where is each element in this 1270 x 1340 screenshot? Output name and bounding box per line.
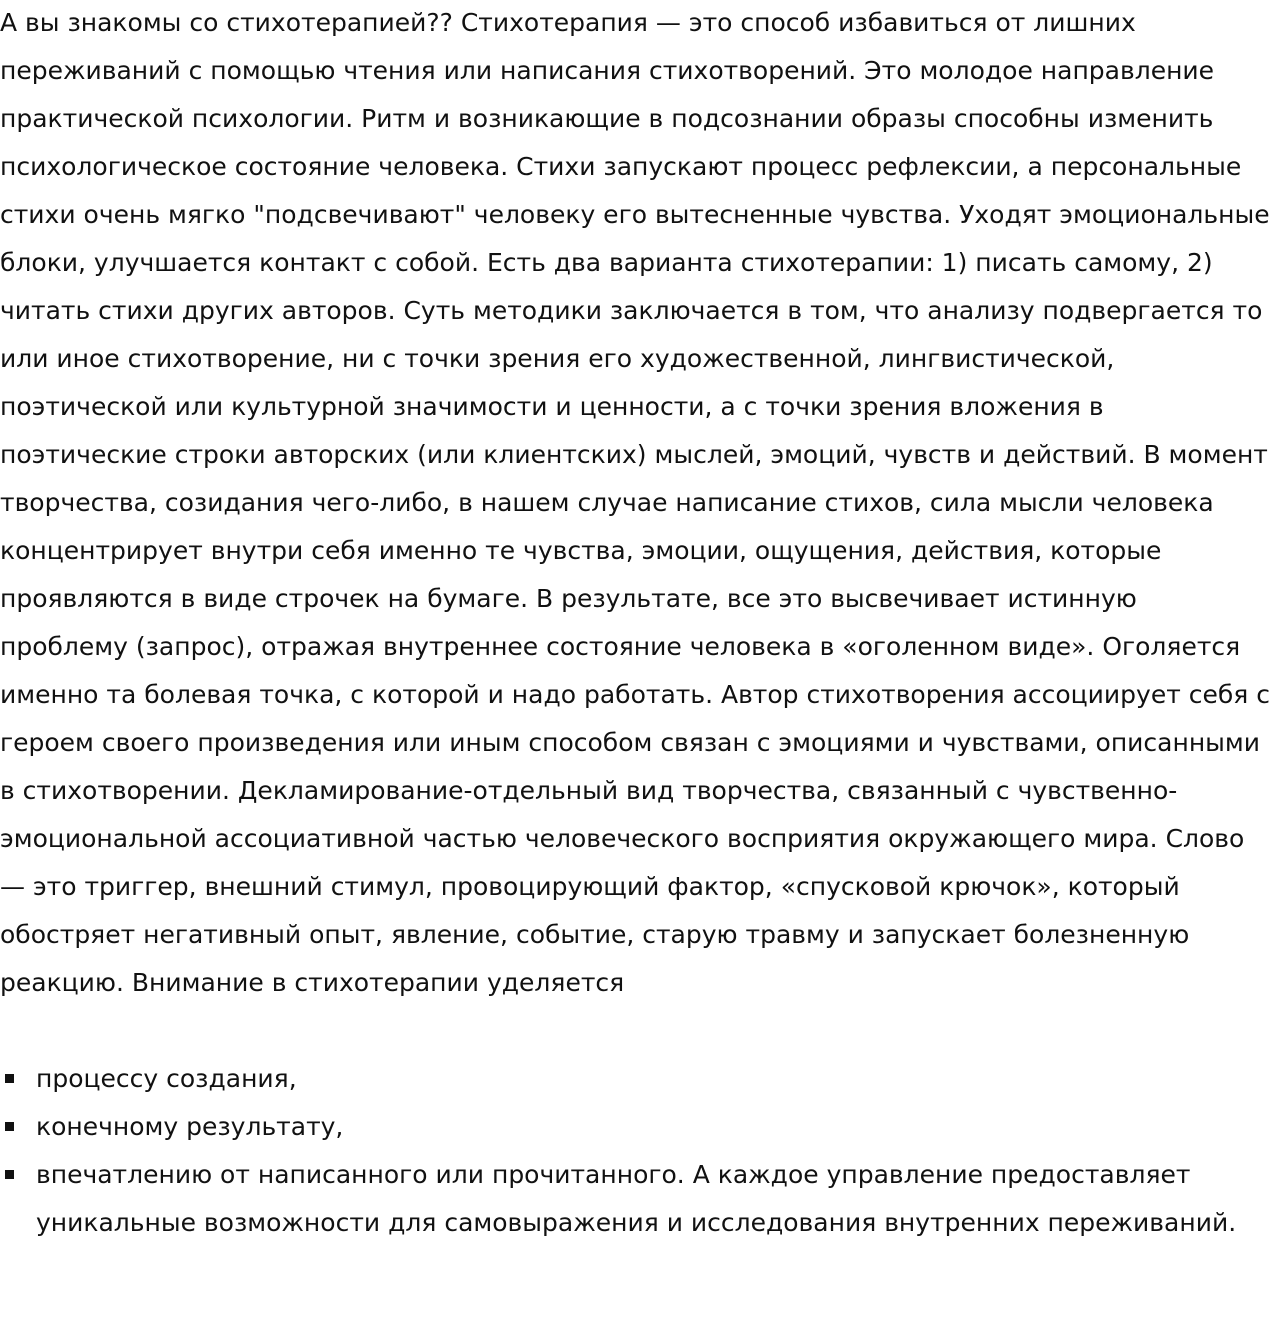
bullet-list <box>0 1055 1270 1247</box>
square-bullet-icon <box>5 1170 14 1179</box>
square-bullet-icon <box>5 1122 14 1131</box>
list-item-text: процессу создания, <box>36 1064 297 1093</box>
list-item <box>0 1151 1270 1247</box>
list-item-text: конечному результату, <box>36 1112 344 1141</box>
list-item <box>0 1055 1270 1103</box>
article-paragraph: А вы знакомы со стихотерапией?? Стихотерапия — это способ избавиться от лишних переживаний с помощью чтения или написания стихотворений. Это молодое направление практической психологии. Ритм и возникающие в подсознании образы способны изменить психологическое состояние человека. Стихи запускают процесс рефлексии, а персональные стихи очень мягко "подсвечивают" человеку его вытесненные чувства. Уходят эмоциональные блоки, улучшается контакт с собой. Есть два варианта стихотерапии: 1) писать самому, 2) читать стихи других авторов. Суть методики заключается в том, что анализу подвергается то или иное стихотворение, ни с точки зрения его художественной, лингвистической, поэтической или культурной значимости и ценности, а с точки зрения вложения в поэтические строки авторских (или клиентских) мыслей, эмоций, чувств и действий. В момент творчества, созидания чего-либо, в нашем случае написание стихов, сила мысли человека концентрирует внутри себя именно те чувства, эмоции, ощущения, действия, которые проявляются в виде строчек на бумаге. В результате, все это высвечивает истинную проблему (запрос), отражая внутреннее состояние человека в «оголенном виде». Оголяется именно та болевая точка, с которой и надо работать. Автор стихотворения ассоциирует себя с героем своего произведения или иным способом связан с эмоциями и чувствами, описанными в стихотворении. Декламирование-отдельный вид творчества, связанный с чувственно-эмоциональной ассоциативной частью человеческого восприятия окружающего мира. Слово — это триггер, внешний стимул, провоцирующий фактор, «спусковой крючок», который обостряет негативный опыт, явление, событие, старую травму и запускает болезненную реакцию. Внимание в стихотерапии уделяется <box>0 8 1270 997</box>
list-item-text: впечатлению от написанного или прочитанного. А каждое управление предоставляет уникальные возможности для самовыражения и исследования внутренних переживаний. <box>36 1160 1237 1237</box>
list-item <box>0 1103 1270 1151</box>
square-bullet-icon <box>5 1074 14 1083</box>
